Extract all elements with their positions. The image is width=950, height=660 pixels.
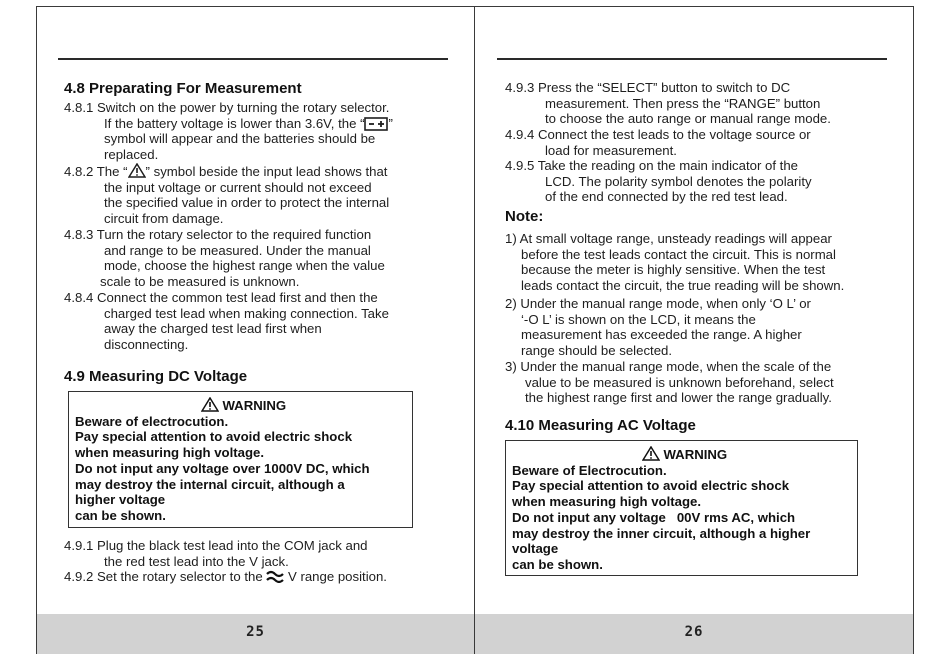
warning-triangle-icon	[201, 397, 219, 412]
right-footer	[475, 614, 913, 654]
left-header-rule	[58, 58, 448, 60]
warning-box-dc: WARNING Beware of electrocution. Pay special attention to avoid electric shock when measuring high voltage. Do not input any voltage over 1000V DC, which may destroy the internal circuit, although a higher voltage can be shown.	[68, 391, 413, 528]
page-number-right: 26	[684, 624, 704, 640]
battery-icon	[364, 117, 388, 131]
page-divider	[474, 6, 475, 654]
ac-dc-symbol-icon	[266, 570, 284, 583]
heading-4-10: 4.10 Measuring AC Voltage	[505, 417, 696, 434]
heading-4-8: 4.8 Preparating For Measurement	[64, 80, 302, 97]
item-4-9-2: 4.9.2 Set the rotary selector to the V range position.	[64, 569, 387, 584]
note-1: 1) At small voltage range, unsteady readings will appear before the test leads contact the circuit. This is normal because the meter is highly sensitive. When the test leads contact the circuit, the true reading will be shown.	[505, 231, 845, 294]
warning-triangle-icon	[642, 446, 660, 461]
item-4-8-3: 4.8.3 Turn the rotary selector to the required function and range to be measured. Under the manual mode, choose the highest range when the value scale to be measured is unknown.	[64, 227, 385, 290]
warning-title: WARNING	[512, 446, 857, 463]
item-4-9-4: 4.9.4 Connect the test leads to the voltage source or load for measurement.	[505, 127, 811, 158]
right-header-rule	[497, 58, 887, 60]
note-heading: Note:	[505, 208, 544, 225]
item-4-9-5: 4.9.5 Take the reading on the main indicator of the LCD. The polarity symbol denotes the polarity of the end connected by the red test lead.	[505, 158, 812, 205]
warning-box-ac: WARNING Beware of Electrocution. Pay special attention to avoid electric shock when measuring high voltage. Do not input any voltage 00V rms AC, which may destroy the inner circuit, although a higher voltage can be shown.	[505, 440, 858, 576]
warning-triangle-icon	[128, 163, 146, 178]
left-footer	[37, 614, 474, 654]
note-3: 3) Under the manual range mode, when the scale of the value to be measured is unknown beforehand, select the highest range first and lower the range gradually.	[505, 359, 834, 406]
note-2: 2) Under the manual range mode, when only ‘O L’ or ‘-O L’ is shown on the LCD, it means the measurement has exceeded the range. A higher range should be selected.	[505, 296, 811, 359]
item-4-9-3: 4.9.3 Press the “SELECT” button to switch to DC measurement. Then press the “RANGE” button to choose the auto range or manual range mode.	[505, 80, 831, 127]
heading-4-9: 4.9 Measuring DC Voltage	[64, 368, 248, 385]
item-4-8-1: 4.8.1 Switch on the power by turning the rotary selector. If the battery voltage is lower than 3.6V, the “ ” symbol will appear and the batteries should be replaced.	[64, 100, 393, 163]
item-4-9-1: 4.9.1 Plug the black test lead into the COM jack and the red test lead into the V jack.	[64, 538, 368, 569]
item-4-8-2: 4.8.2 The “ ” symbol beside the input lead shows that the input voltage or current should not exceed the specified value in order to protect the internal circuit from damage.	[64, 164, 390, 227]
item-4-8-4: 4.8.4 Connect the common test lead first and then the charged test lead when making connection. Take away the charged test lead first when disconnecting.	[64, 290, 389, 353]
page-number-left: 25	[246, 624, 265, 640]
warning-title: WARNING	[75, 397, 412, 414]
